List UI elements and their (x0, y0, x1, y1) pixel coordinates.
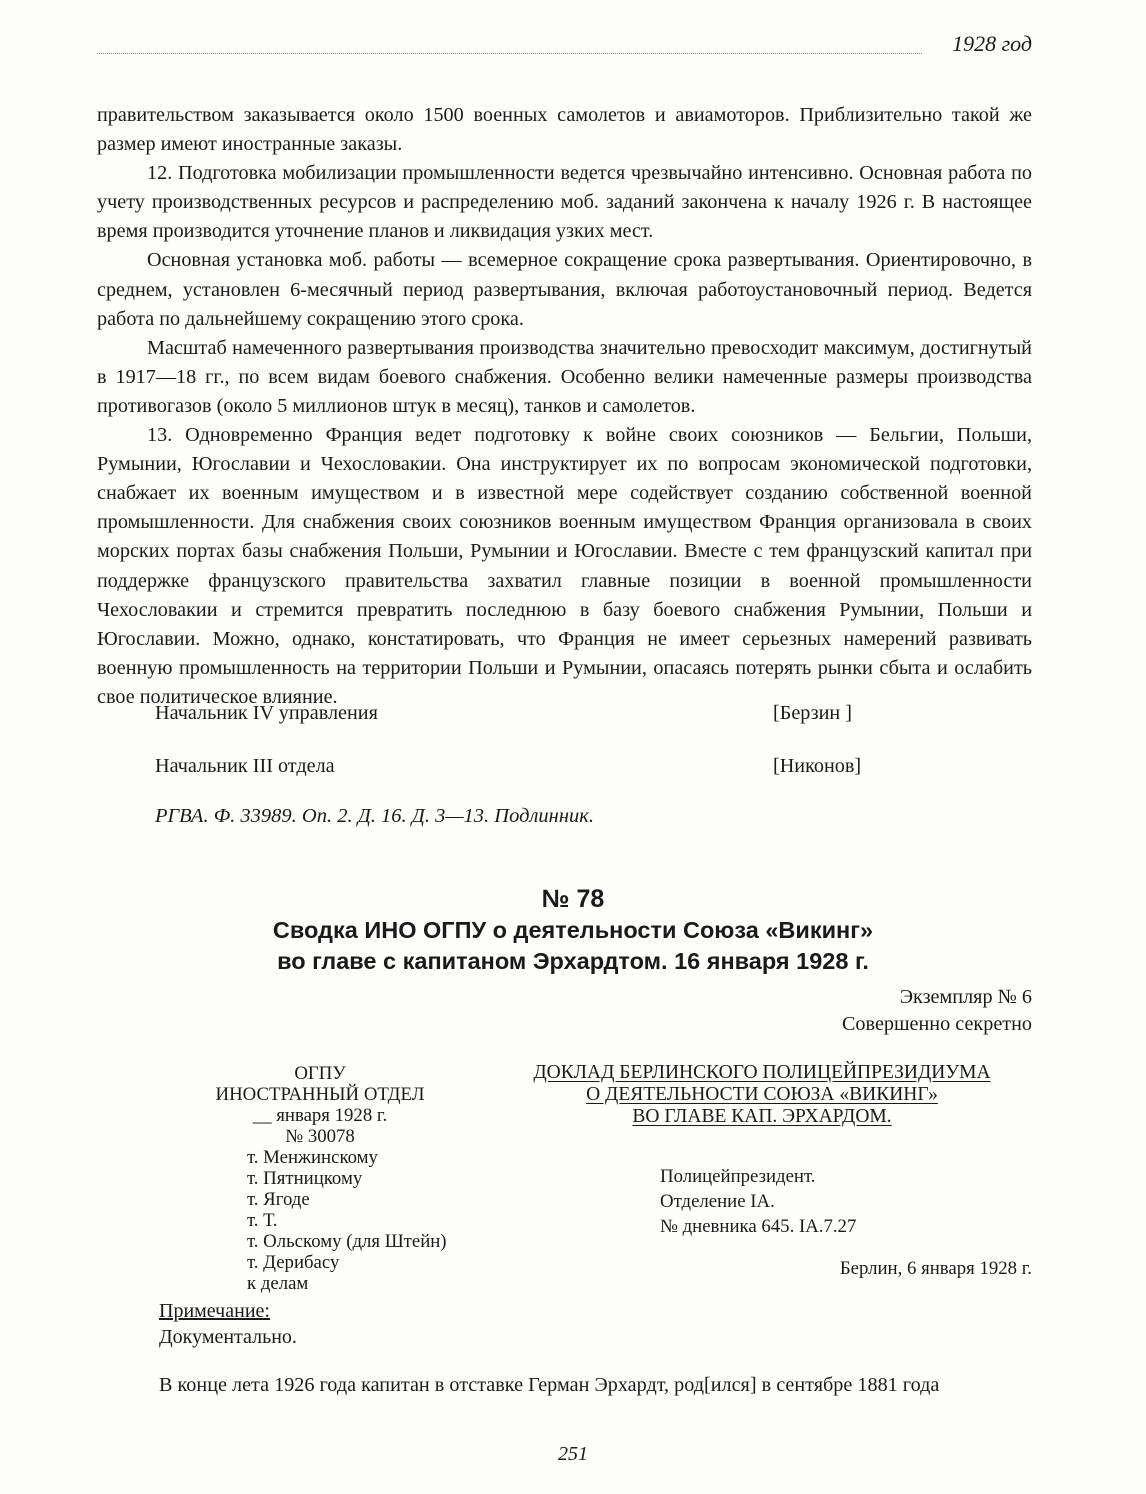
recipient: т. Пятницкому (247, 1168, 363, 1189)
running-title: 1928 год (952, 31, 1032, 56)
note-text: Документально. (159, 1326, 297, 1348)
secrecy-stamp: Совершенно секретно (841, 1013, 1032, 1035)
note-block (159, 1298, 297, 1350)
recipient: т. Т. (247, 1210, 278, 1231)
report-meta-line: Отделение IA. (660, 1191, 775, 1212)
report-heading-line: ДОКЛАД БЕРЛИНСКОГО ПОЛИЦЕЙПРЕЗИДИУМА (533, 1062, 991, 1083)
paragraph: 12. Подготовка мобилизации промышленности ведется чрезвычайно интенсивно. Основная работа по учету производственных ресурсов и распределению моб. заданий закончена к началу 1926 г. В настоящее время производится уточнение планов и ликвидация узких мест. (97, 162, 1032, 243)
signature-title: Начальник IV управления (155, 702, 378, 724)
header-rule (97, 53, 922, 54)
note-label: Примечание: (159, 1300, 270, 1322)
report-meta (660, 1164, 856, 1239)
recipient: к делам (247, 1273, 309, 1294)
paragraph: Масштаб намеченного развертывания производства значительно превосходит максимум, достигнутый в 1917—18 гг., по всем видам боевого снабжения. Особенно велики намеченные размеры производства противогазов (около 5 миллионов штук в месяц), танков и самолетов. (97, 336, 1032, 417)
signature-title: Начальник III отдела (155, 755, 335, 777)
signature-row (155, 702, 885, 725)
body-text (97, 101, 1032, 712)
report-meta-line: Полицейпрезидент. (660, 1166, 816, 1187)
sender-block (155, 1063, 485, 1294)
paragraph: Основная установка моб. работы — всемерное сокращение срока развертывания. Ориентировочно, в среднем, установлен 6-месячный период развертывания, включая работоустановочный период. Ведется работа по дальнейшему сокращению этого срока. (97, 249, 1032, 330)
document-title (140, 915, 1006, 977)
signature-name: [Берзин ] (773, 702, 852, 724)
sender-date: __ января 1928 г. (252, 1105, 388, 1126)
recipient: т. Ягоде (247, 1189, 310, 1210)
sender-org: ОГПУ (294, 1063, 346, 1084)
paragraph: правительством заказывается около 1500 военных самолетов и авиамоторов. Приблизительно такой же размер имеют иностранные заказы. (97, 104, 1032, 156)
signature-name: [Никонов] (773, 755, 862, 777)
document-title-line: во главе с капитаном Эрхардтом. 16 января 1928 г. (277, 948, 869, 974)
running-header (97, 28, 1032, 58)
page-number: 251 (558, 1443, 588, 1465)
archive-source: РГВА. Ф. 33989. Оп. 2. Д. 16. Д. 3—13. Подлинник. (155, 805, 594, 827)
report-heading (472, 1062, 1052, 1128)
document-number: № 78 (541, 885, 605, 913)
sender-dept: ИНОСТРАННЫЙ ОТДЕЛ (215, 1084, 425, 1105)
report-date: Берлин, 6 января 1928 г. (839, 1258, 1032, 1279)
document-title-line: Сводка ИНО ОГПУ о деятельности Союза «Викинг» (272, 917, 874, 943)
copy-number: Экземпляр № 6 (899, 986, 1032, 1008)
recipient: т. Дерибасу (247, 1252, 340, 1273)
paragraph: 13. Одновременно Франция ведет подготовку к войне своих союзников — Бельгии, Польши, Румынии, Югославии и Чехословакии. Она инструктирует их по вопросам экономической подготовки, снабжает их военным имуществом и в известной мере содействует созданию собственной военной промышленности. Для снабжения своих союзников военным имуществом Франция организовала в своих морских портах базы снабжения Польши, Румынии и Югославии. Вместе с тем французский капитал при поддержке французского правительства захватил главные позиции в военной промышленности Чехословакии и стремится превратить последнюю в базу боевого снабжения Румынии, Польши и Югославии. Можно, однако, констатировать, что Франция не имеет серьезных намерений развивать военную промышленность на территории Польши и Румынии, опасаясь потерять рынки сбыта и ослабить свое политическое влияние. (97, 424, 1032, 708)
report-heading-line: О ДЕЯТЕЛЬНОСТИ СОЮЗА «ВИКИНГ» (586, 1084, 938, 1105)
paragraph: В конце лета 1926 года капитан в отставке Герман Эрхардт, род[ился] в сентябре 1881 года (159, 1374, 940, 1396)
report-meta-line: № дневника 645. IA.7.27 (660, 1216, 857, 1237)
recipient: т. Ольскому (для Штейн) (247, 1231, 447, 1252)
recipient: т. Менжинскому (247, 1147, 378, 1168)
report-heading-line: ВО ГЛАВЕ КАП. ЭРХАРДОМ. (632, 1106, 892, 1127)
sender-ref: № 30078 (285, 1126, 355, 1147)
signature-row (155, 755, 885, 778)
